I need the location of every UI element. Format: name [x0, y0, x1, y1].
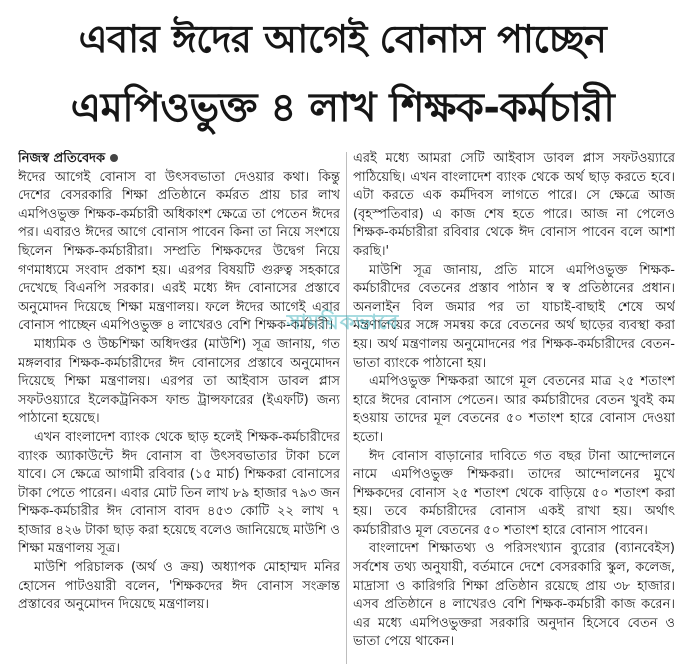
headline-line-1: এবার ঈদের আগেই বোনাস পাচ্ছেন [78, 17, 607, 61]
column-divider [346, 152, 347, 664]
article-paragraph: মাউশি পরিচালক (অর্থ ও ক্রয়) অধ্যাপক মোহাম্মদ মনির হোসেন পাটওয়ারী বলেন, 'শিক্ষকদের ঈদ বোনাস সংক্রান্ত প্রস্তাবের অনুমোদন দিয়েছে মন্ত্রণালয়। [18, 560, 340, 613]
article-paragraph: মাউশি সূত্র জানায়, প্রতি মাসে এমপিওভুক্ত শিক্ষক-কর্মচারীদের বেতনের প্রস্তাব পাঠান স্ব স্ব প্রতিষ্ঠানের প্রধান। অনলাইন বিল জমার পর তা যাচাই-বাছাই শেষে অর্থ মন্ত্রণালয়ের সঙ্গে সমন্বয় করে বেতনের অর্থ ছাড়ের ব্যবস্থা করা হয়। অর্থ মন্ত্রণালয় অনুমোদনের পর শিক্ষক-কর্মচারীদের বেতন-ভাতা ব্যাংকে পাঠানো হয়। [353, 262, 675, 371]
article-paragraph: এমপিওভুক্ত শিক্ষকরা আগে মূল বেতনের মাত্র ২৫ শতাংশ হারে ঈদের বোনাস পেতেন। আর কর্মচারীদের বেতন খুবই কম হওয়ায় তাদের মূল বেতনের ৫০ শতাংশ হারে বোনাস দেওয়া হতো। [353, 374, 675, 445]
byline-bullet-icon [110, 154, 118, 162]
article-column-right [353, 150, 675, 669]
article-paragraph: ঈদের আগেই বোনাস বা উৎসবভাতা দেওয়ার কথা। কিন্তু দেশের বেসরকারি শিক্ষা প্রতিষ্ঠানে কর্মরত প্রায় চার লাখ এমপিওভুক্ত শিক্ষক-কর্মচারী অধিকাংশ ক্ষেত্রে তা পেতেন ঈদের পর। এবারও ঈদের আগে বোনাস পাবেন কিনা তা নিয়ে সংশয়ে ছিলেন শিক্ষক-কর্মচারীরা। সম্প্রতি শিক্ষকদের উদ্বেগ নিয়ে গণমাধ্যমে সংবাদ প্রকাশ হয়। এরপর বিষয়টি গুরুত্ব সহকারে দেখেছে বিএনপি সরকার। এরই মধ্যে ঈদ বোনাসের প্রস্তাবে অনুমোদন দিয়েছে শিক্ষা মন্ত্রণালয়। ফলে ঈদের আগেই এবার বোনাস পাচ্ছেন এমপিওভুক্ত ৪ লাখেরও বেশি শিক্ষক-কর্মচারী। [18, 169, 340, 334]
watermark: সাময়িকভাবে [286, 310, 400, 334]
article-paragraph: মাধ্যমিক ও উচ্চশিক্ষা অধিদপ্তর (মাউশি) সূত্র জানায়, গত মঙ্গলবার শিক্ষক-কর্মচারীদের ঈদ বোনাসের প্রস্তাবে অনুমোদন দিয়েছে শিক্ষা মন্ত্রণালয়। এরপর তা আইবাস ডাবল প্লাস সফটওয়্যারে ইলেকট্রনিকস ফান্ড ট্রান্সফারের (ইএফটি) জন্য পাঠানো হয়েছে। [18, 336, 340, 427]
article-paragraph: এরই মধ্যে আমরা সেটি আইবাস ডাবল প্লাস সফটওয়্যারে পাঠিয়েছি। এখন বাংলাদেশ ব্যাংক থেকে অর্থ ছাড় করতে হবে। এটা করতে এক কর্মদিবস লাগতে পারে। সে ক্ষেত্রে আজ (বৃহস্পতিবার) এ কাজ শেষ হতে পারে। আজ না পেলেও শিক্ষক-কর্মচারীরা রবিবার থেকে ঈদ বোনাস পাবেন বলে আশা করছি।' [353, 151, 675, 259]
article-paragraph: ঈদ বোনাস বাড়ানোর দাবিতে গত বছর টানা আন্দোলনে নামে এমপিওভুক্ত শিক্ষকরা। তাদের আন্দোলনের মুখে শিক্ষকদের বোনাস ২৫ শতাংশ থেকে বাড়িয়ে ৫০ শতাংশ করা হয়। তবে কর্মচারীদের বোনাস একই রাখা হয়। অর্থাৎ কর্মচারীরাও মূল বেতনের ৫০ শতাংশ হারে বোনাস পাবেন। [353, 448, 675, 538]
article-column-left [18, 150, 340, 669]
article-paragraph: এখন বাংলাদেশ ব্যাংক থেকে ছাড় হলেই শিক্ষক-কর্মচারীদের ব্যাংক অ্যাকাউন্টে ঈদ বোনাস বা উৎসবভাতার টাকা চলে যাবে। সে ক্ষেত্রে আগামী রবিবার (১৫ মার্চ) শিক্ষকরা বোনাসের টাকা পেতে পারেন। এবার মোট তিন লাখ ৮৯ হাজার ৭৯৩ জন শিক্ষক-কর্মচারীর ঈদ বোনাস বাবদ ৪৫৩ কোটি ২২ লাখ ৭ হাজার ৪২৬ টাকা ছাড় করা হয়েছে বলেও জানিয়েছে মাউশি ও শিক্ষা মন্ত্রণালয় সূত্র। [18, 429, 340, 557]
headline-line-2: এমপিওভুক্ত ৪ লাখ শিক্ষক-কর্মচারী [70, 85, 615, 131]
byline: নিজস্ব প্রতিবেদক [18, 151, 106, 166]
byline-paragraph [18, 150, 340, 169]
article-paragraph: বাংলাদেশ শিক্ষাতথ্য ও পরিসংখ্যান ব্যুরোর (ব্যানবেইস) সর্বশেষ তথ্য অনুযায়ী, বর্তমানে দেশে বেসরকারি স্কুল, কলেজ, মাদ্রাসা ও কারিগরি শিক্ষা প্রতিষ্ঠান রয়েছে প্রায় ৩৮ হাজার। এসব প্রতিষ্ঠানে ৪ লাখেরও বেশি শিক্ষক-কর্মচারী কাজ করেন। এর মধ্যে এমপিওভুক্তরা সরকারি অনুদান হিসেবে বেতন ও ভাতা পেয়ে থাকেন। [353, 541, 675, 650]
